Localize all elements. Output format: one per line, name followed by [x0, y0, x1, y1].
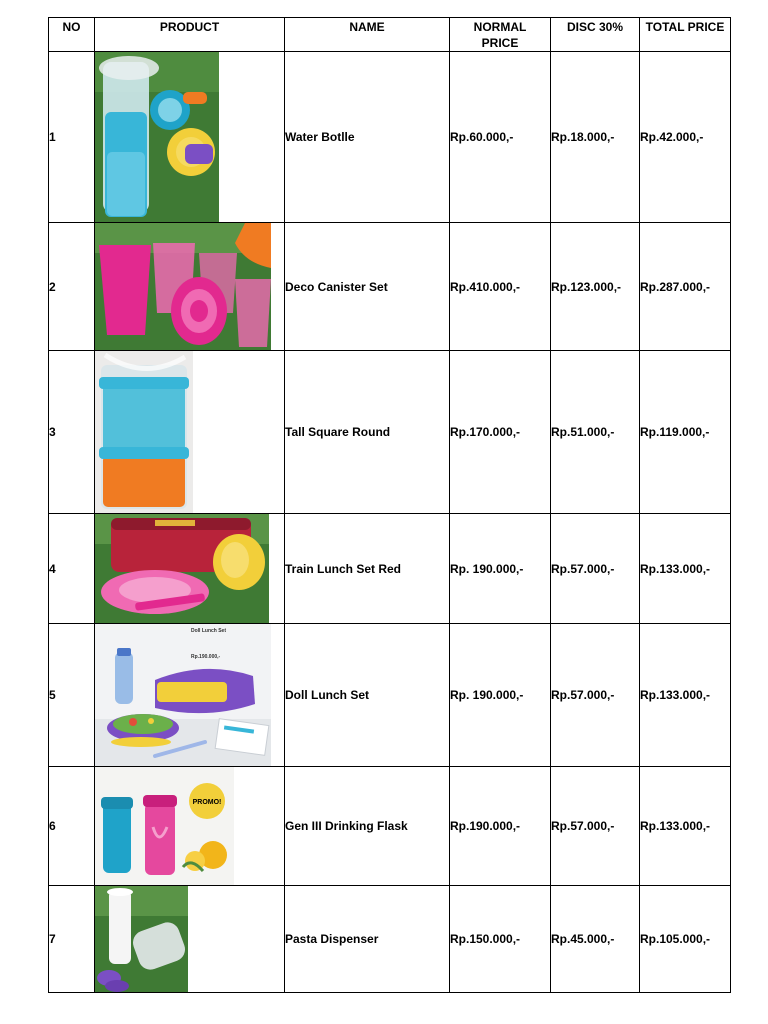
- image-caption: Doll Lunch Set: [191, 628, 226, 634]
- table-row: [49, 223, 731, 351]
- row-no: 4: [49, 514, 95, 624]
- row-no: 7: [49, 886, 95, 993]
- doll-lunch-set-photo: [95, 624, 271, 766]
- discount: Rp.57.000,-: [551, 514, 640, 624]
- row-no: 6: [49, 767, 95, 886]
- deco-canister-photo: [95, 223, 271, 350]
- product-table: [48, 17, 731, 993]
- header-no: NO: [49, 18, 95, 52]
- total-price: Rp.133.000,-: [640, 767, 731, 886]
- train-lunch-set-photo: [95, 514, 269, 623]
- product-name: Gen III Drinking Flask: [285, 767, 450, 886]
- normal-price: Rp.60.000,-: [450, 52, 551, 223]
- product-name: Pasta Dispenser: [285, 886, 450, 993]
- normal-price: Rp. 190.000,-: [450, 514, 551, 624]
- discount: Rp.57.000,-: [551, 767, 640, 886]
- header-normal-price: NORMAL PRICE: [450, 18, 551, 52]
- pasta-dispenser-photo: [95, 886, 188, 992]
- header-total-price: TOTAL PRICE: [640, 18, 731, 52]
- product-name: Doll Lunch Set: [285, 624, 450, 767]
- water-bottle-photo: [95, 52, 219, 222]
- normal-price: Rp.410.000,-: [450, 223, 551, 351]
- total-price: Rp.119.000,-: [640, 351, 731, 514]
- product-name: Train Lunch Set Red: [285, 514, 450, 624]
- total-price: Rp.105.000,-: [640, 886, 731, 993]
- table-row: [49, 886, 731, 993]
- normal-price: Rp.190.000,-: [450, 767, 551, 886]
- total-price: Rp.133.000,-: [640, 624, 731, 767]
- table-row: [49, 624, 731, 767]
- row-no: 1: [49, 52, 95, 223]
- table-row: [49, 767, 731, 886]
- tall-square-round-photo: [95, 351, 193, 513]
- total-price: Rp.287.000,-: [640, 223, 731, 351]
- row-no: 3: [49, 351, 95, 514]
- table-row: [49, 351, 731, 514]
- product-name: Water Botlle: [285, 52, 450, 223]
- product-name: Tall Square Round: [285, 351, 450, 514]
- discount: Rp.18.000,-: [551, 52, 640, 223]
- total-price: Rp.42.000,-: [640, 52, 731, 223]
- discount: Rp.57.000,-: [551, 624, 640, 767]
- row-no: 5: [49, 624, 95, 767]
- discount: Rp.123.000,-: [551, 223, 640, 351]
- drinking-flask-photo: [95, 767, 234, 885]
- header-disc: DISC 30%: [551, 18, 640, 52]
- total-price: Rp.133.000,-: [640, 514, 731, 624]
- table-row: [49, 514, 731, 624]
- normal-price: Rp.170.000,-: [450, 351, 551, 514]
- row-no: 2: [49, 223, 95, 351]
- discount: Rp.45.000,-: [551, 886, 640, 993]
- header-name: NAME: [285, 18, 450, 52]
- header-row: [49, 18, 731, 52]
- normal-price: Rp.150.000,-: [450, 886, 551, 993]
- product-name: Deco Canister Set: [285, 223, 450, 351]
- image-price: Rp.190.000,-: [191, 654, 221, 660]
- discount: Rp.51.000,-: [551, 351, 640, 514]
- normal-price: Rp. 190.000,-: [450, 624, 551, 767]
- table-row: [49, 52, 731, 223]
- header-product: PRODUCT: [95, 18, 285, 52]
- promo-badge: PROMO!: [192, 799, 222, 806]
